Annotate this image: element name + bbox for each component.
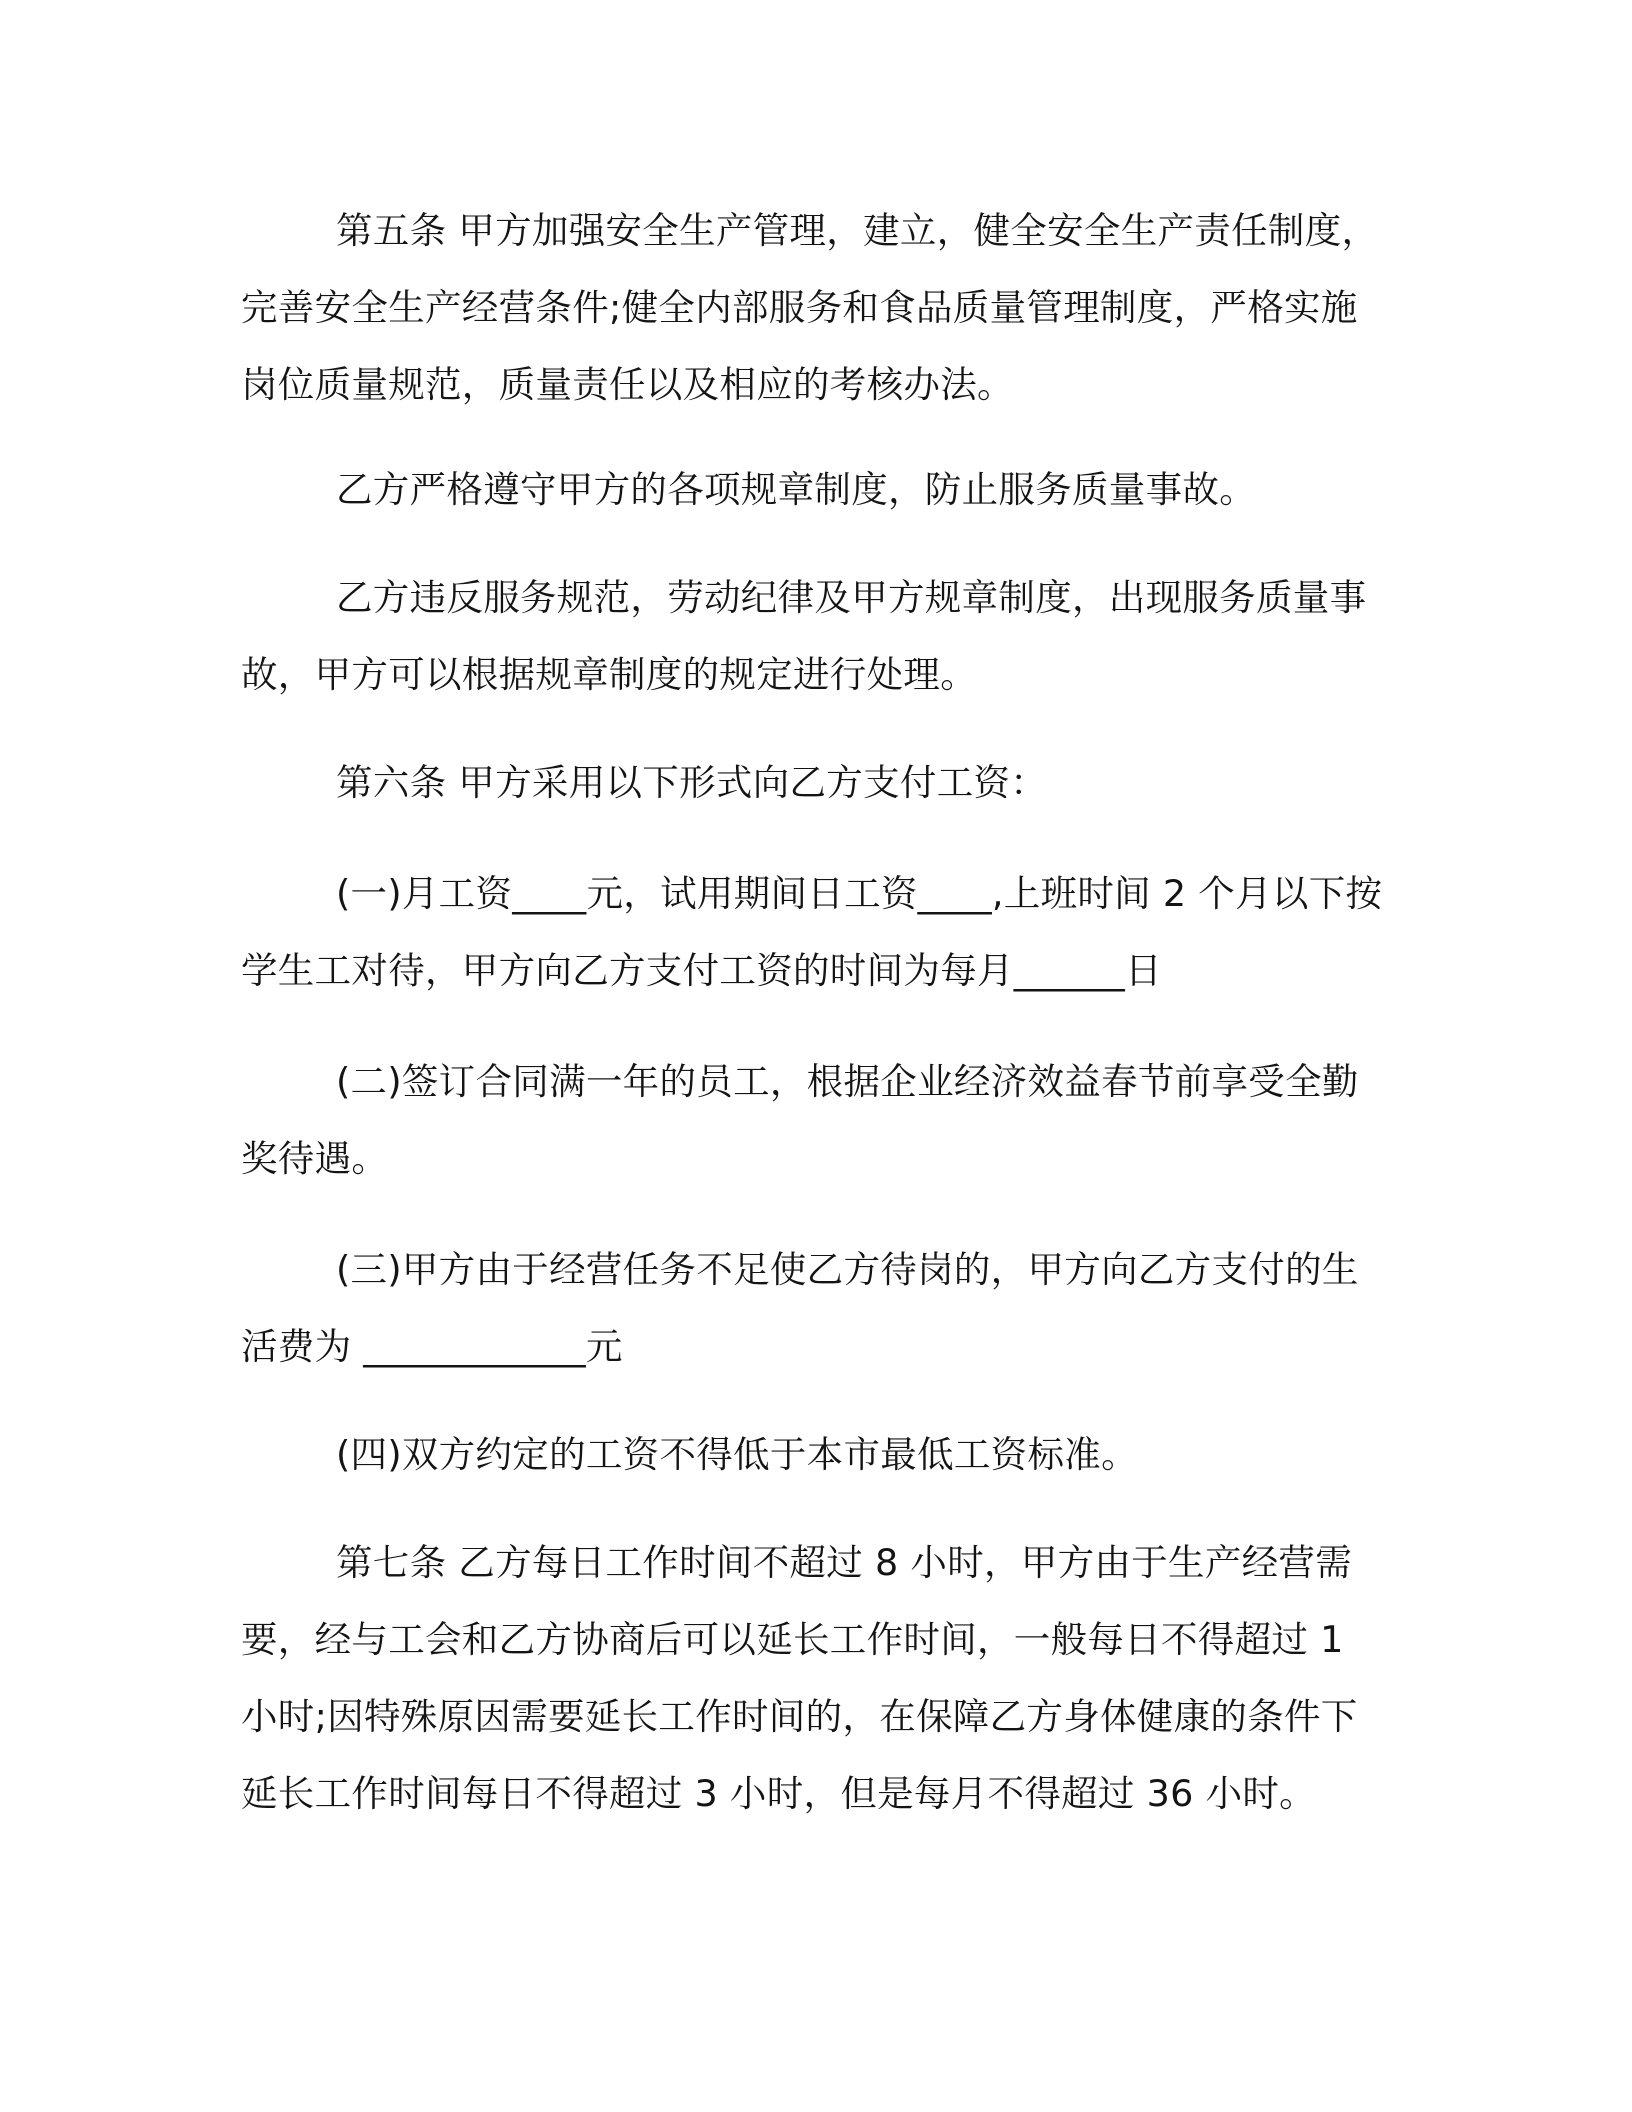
paragraph-wage-item-2: (二)签订合同满一年的员工，根据企业经济效益春节前享受全勤奖待遇。: [241, 1060, 1359, 1180]
paragraph-article-7: 第七条 乙方每日工作时间不超过 8 小时，甲方由于生产经营需要，经与工会和乙方协商后可以延长工作时间，一般每日不得超过 1 小时;因特殊原因需要延长工作时间的，在保障乙方身体健康的条件下延长工作时间每日不得超过 3 小时，但是每月不得超过 36 小时。: [241, 1541, 1358, 1815]
paragraph-article-6: 第六条 甲方采用以下形式向乙方支付工资：: [336, 761, 1048, 804]
paragraph-wage-item-3: (三)甲方由于经营任务不足使乙方待岗的，甲方向乙方支付的生活费为 ____________元: [241, 1248, 1359, 1368]
paragraph-wage-item-1: (一)月工资____元，试用期间日工资____,上班时间 2 个月以下按学生工对待，甲方向乙方支付工资的时间为每月______日: [241, 872, 1383, 992]
paragraph-party-b-violation: 乙方违反服务规范，劳动纪律及甲方规章制度，出现服务质量事故，甲方可以根据规章制度的规定进行处理。: [241, 576, 1367, 696]
document-body: [241, 192, 1391, 1832]
paragraph-party-b-compliance: 乙方严格遵守甲方的各项规章制度，防止服务质量事故。: [336, 468, 1256, 511]
paragraph-article-5: 第五条 甲方加强安全生产管理，建立，健全安全生产责任制度，完善安全生产经营条件;健全内部服务和食品质量管理制度，严格实施岗位质量规范，质量责任以及相应的考核办法。: [241, 209, 1379, 406]
paragraph-wage-item-4: (四)双方约定的工资不得低于本市最低工资标准。: [336, 1433, 1138, 1476]
